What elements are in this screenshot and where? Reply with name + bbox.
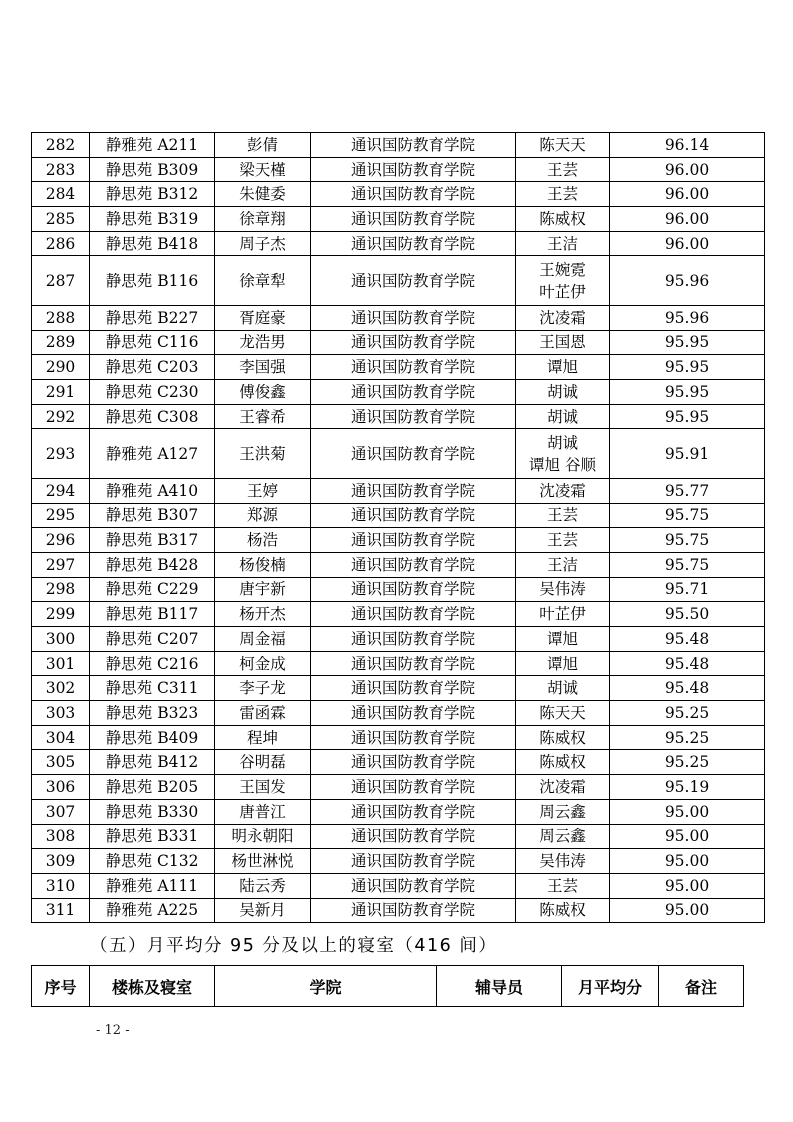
cell-score: 96.00: [610, 182, 765, 207]
cell-seq: 304: [32, 725, 90, 750]
cell-score: 95.91: [610, 429, 765, 479]
cell-score: 95.25: [610, 750, 765, 775]
cell-name: 谷明磊: [215, 750, 311, 775]
table-row: [32, 182, 765, 207]
tutor-name: 王芸: [546, 160, 578, 179]
cell-tutor: [516, 799, 610, 824]
cell-score: 95.96: [610, 256, 765, 306]
tutor-name: 王芸: [546, 531, 578, 550]
cell-name: 王洪菊: [215, 429, 311, 479]
cell-tutor: [516, 182, 610, 207]
table-row: [32, 528, 765, 553]
cell-tutor: [516, 231, 610, 256]
cell-seq: 291: [32, 380, 90, 405]
cell-seq: 290: [32, 355, 90, 380]
cell-tutor: [516, 256, 610, 306]
table-row: [32, 676, 765, 701]
cell-college: 通识国防教育学院: [311, 898, 516, 923]
cell-tutor: [516, 330, 610, 355]
cell-tutor: [516, 305, 610, 330]
cell-name: 徐章翔: [215, 207, 311, 232]
cell-name: 朱健委: [215, 182, 311, 207]
cell-room: 静思苑 B116: [90, 256, 215, 306]
cell-name: 杨浩: [215, 528, 311, 553]
table-row: [32, 429, 765, 479]
table-row: [32, 775, 765, 800]
header-row: [32, 966, 744, 1007]
cell-room: 静思苑 B409: [90, 725, 215, 750]
cell-score: 95.48: [610, 651, 765, 676]
cell-college: 通识国防教育学院: [311, 676, 516, 701]
cell-name: 周金福: [215, 627, 311, 652]
cell-score: 95.95: [610, 404, 765, 429]
cell-room: 静思苑 C132: [90, 849, 215, 874]
cell-room: 静雅苑 A127: [90, 429, 215, 479]
tutor-name: 沈凌霜: [539, 481, 586, 500]
cell-score: 95.95: [610, 380, 765, 405]
cell-name: 程坤: [215, 725, 311, 750]
cell-room: 静雅苑 A111: [90, 873, 215, 898]
cell-college: 通识国防教育学院: [311, 701, 516, 726]
header-avg: 月平均分: [562, 966, 659, 1007]
cell-tutor: [516, 552, 610, 577]
cell-college: 通识国防教育学院: [311, 503, 516, 528]
header-college: 学院: [215, 966, 437, 1007]
cell-room: 静思苑 B117: [90, 602, 215, 627]
tutor-name: 胡诚: [546, 679, 578, 698]
cell-score: 95.95: [610, 330, 765, 355]
cell-room: 静思苑 B227: [90, 305, 215, 330]
cell-tutor: [516, 207, 610, 232]
table-row: [32, 355, 765, 380]
table-row: [32, 404, 765, 429]
tutor-name: 沈凌霜: [539, 777, 586, 796]
page-number: - 12 -: [96, 1023, 130, 1038]
cell-seq: 308: [32, 824, 90, 849]
cell-tutor: [516, 133, 610, 158]
table-row: [32, 577, 765, 602]
table-row: [32, 552, 765, 577]
cell-seq: 311: [32, 898, 90, 923]
cell-score: 95.50: [610, 602, 765, 627]
cell-tutor: [516, 627, 610, 652]
cell-seq: 282: [32, 133, 90, 158]
tutor-name: 吴伟涛: [539, 580, 586, 599]
cell-room: 静思苑 B307: [90, 503, 215, 528]
cell-tutor: [516, 157, 610, 182]
tutor-name: 胡诚: [546, 433, 578, 452]
cell-tutor: [516, 577, 610, 602]
cell-tutor: [516, 380, 610, 405]
cell-score: 96.00: [610, 207, 765, 232]
table-row: [32, 478, 765, 503]
cell-name: 彭倩: [215, 133, 311, 158]
cell-score: 95.00: [610, 873, 765, 898]
tutor-name: 王芸: [546, 506, 578, 525]
cell-seq: 298: [32, 577, 90, 602]
cell-name: 吴新月: [215, 898, 311, 923]
cell-tutor: [516, 503, 610, 528]
cell-college: 通识国防教育学院: [311, 552, 516, 577]
cell-score: 95.00: [610, 799, 765, 824]
cell-score: 96.14: [610, 133, 765, 158]
cell-room: 静思苑 C230: [90, 380, 215, 405]
tutor-name: 王芸: [546, 876, 578, 895]
cell-name: 唐普江: [215, 799, 311, 824]
tutor-name: 陈天天: [539, 703, 586, 722]
cell-score: 95.75: [610, 503, 765, 528]
cell-name: 王国发: [215, 775, 311, 800]
cell-name: 傅俊鑫: [215, 380, 311, 405]
header-note: 备注: [659, 966, 744, 1007]
cell-name: 李国强: [215, 355, 311, 380]
tutor-name: 谭旭: [546, 629, 578, 648]
cell-tutor: [516, 676, 610, 701]
tutor-name: 王洁: [546, 234, 578, 253]
cell-score: 95.96: [610, 305, 765, 330]
cell-room: 静思苑 C311: [90, 676, 215, 701]
cell-college: 通识国防教育学院: [311, 849, 516, 874]
tutor-name: 陈天天: [539, 135, 586, 154]
cell-college: 通识国防教育学院: [311, 404, 516, 429]
table-row: [32, 799, 765, 824]
cell-tutor: [516, 750, 610, 775]
table-row: [32, 750, 765, 775]
header-tutor: 辅导员: [437, 966, 562, 1007]
table-row: [32, 207, 765, 232]
table-row: [32, 256, 765, 306]
table-row: [32, 305, 765, 330]
section-title: （五）月平均分 95 分及以上的寝室（416 间）: [90, 936, 498, 956]
tutor-name: 胡诚: [546, 407, 578, 426]
cell-tutor: [516, 528, 610, 553]
cell-room: 静思苑 C207: [90, 627, 215, 652]
dorm-ranking-body: [32, 133, 765, 923]
table-row: [32, 627, 765, 652]
cell-seq: 306: [32, 775, 90, 800]
cell-name: 雷函霖: [215, 701, 311, 726]
table-row: [32, 231, 765, 256]
cell-college: 通识国防教育学院: [311, 256, 516, 306]
tutor-name: 周云鑫: [539, 827, 586, 846]
cell-score: 95.95: [610, 355, 765, 380]
cell-room: 静思苑 C229: [90, 577, 215, 602]
cell-seq: 296: [32, 528, 90, 553]
table-row: [32, 824, 765, 849]
cell-tutor: [516, 701, 610, 726]
cell-seq: 283: [32, 157, 90, 182]
cell-room: 静思苑 B309: [90, 157, 215, 182]
cell-seq: 302: [32, 676, 90, 701]
table-row: [32, 503, 765, 528]
header-seq: 序号: [32, 966, 90, 1007]
cell-tutor: [516, 429, 610, 479]
cell-tutor: [516, 725, 610, 750]
cell-seq: 285: [32, 207, 90, 232]
cell-room: 静思苑 B330: [90, 799, 215, 824]
cell-name: 陆云秀: [215, 873, 311, 898]
cell-score: 95.48: [610, 627, 765, 652]
cell-seq: 288: [32, 305, 90, 330]
cell-name: 龙浩男: [215, 330, 311, 355]
cell-college: 通识国防教育学院: [311, 651, 516, 676]
cell-score: 95.75: [610, 552, 765, 577]
cell-name: 梁天槿: [215, 157, 311, 182]
cell-college: 通识国防教育学院: [311, 380, 516, 405]
cell-name: 杨世淋悦: [215, 849, 311, 874]
cell-seq: 310: [32, 873, 90, 898]
cell-score: 95.71: [610, 577, 765, 602]
cell-college: 通识国防教育学院: [311, 133, 516, 158]
next-table-header: [31, 965, 744, 1007]
cell-seq: 309: [32, 849, 90, 874]
cell-college: 通识国防教育学院: [311, 528, 516, 553]
cell-score: 95.77: [610, 478, 765, 503]
cell-room: 静思苑 B317: [90, 528, 215, 553]
table-row: [32, 133, 765, 158]
cell-seq: 300: [32, 627, 90, 652]
tutor-name: 胡诚: [546, 382, 578, 401]
cell-tutor: [516, 602, 610, 627]
tutor-name: 周云鑫: [539, 802, 586, 821]
table-row: [32, 849, 765, 874]
cell-name: 王睿希: [215, 404, 311, 429]
cell-seq: 295: [32, 503, 90, 528]
cell-college: 通识国防教育学院: [311, 775, 516, 800]
cell-name: 郑源: [215, 503, 311, 528]
cell-college: 通识国防教育学院: [311, 602, 516, 627]
cell-name: 胥庭豪: [215, 305, 311, 330]
cell-score: 95.19: [610, 775, 765, 800]
cell-college: 通识国防教育学院: [311, 627, 516, 652]
tutor-name: 王洁: [546, 555, 578, 574]
table-row: [32, 873, 765, 898]
tutor-name: 叶芷伊: [539, 282, 586, 301]
cell-name: 周子杰: [215, 231, 311, 256]
cell-name: 王婷: [215, 478, 311, 503]
cell-seq: 286: [32, 231, 90, 256]
tutor-name: 陈威权: [539, 901, 586, 920]
table-row: [32, 725, 765, 750]
cell-name: 杨开杰: [215, 602, 311, 627]
cell-college: 通识国防教育学院: [311, 231, 516, 256]
cell-tutor: [516, 775, 610, 800]
cell-room: 静思苑 B428: [90, 552, 215, 577]
cell-seq: 293: [32, 429, 90, 479]
cell-seq: 307: [32, 799, 90, 824]
cell-room: 静雅苑 A410: [90, 478, 215, 503]
cell-score: 95.25: [610, 701, 765, 726]
cell-room: 静思苑 B418: [90, 231, 215, 256]
table-row: [32, 157, 765, 182]
tutor-name: 陈威权: [539, 753, 586, 772]
cell-tutor: [516, 651, 610, 676]
cell-room: 静雅苑 A225: [90, 898, 215, 923]
cell-score: 96.00: [610, 231, 765, 256]
cell-name: 柯金成: [215, 651, 311, 676]
cell-room: 静思苑 C308: [90, 404, 215, 429]
cell-tutor: [516, 824, 610, 849]
tutor-name: 陈威权: [539, 728, 586, 747]
tutor-name: 王国恩: [539, 333, 586, 352]
table-row: [32, 380, 765, 405]
cell-name: 李子龙: [215, 676, 311, 701]
cell-score: 96.00: [610, 157, 765, 182]
header-room: 楼栋及寝室: [90, 966, 215, 1007]
cell-college: 通识国防教育学院: [311, 330, 516, 355]
cell-tutor: [516, 849, 610, 874]
cell-college: 通识国防教育学院: [311, 750, 516, 775]
cell-seq: 284: [32, 182, 90, 207]
cell-college: 通识国防教育学院: [311, 725, 516, 750]
cell-seq: 292: [32, 404, 90, 429]
tutor-name: 谭旭: [546, 654, 578, 673]
tutor-name: 沈凌霜: [539, 308, 586, 327]
tutor-name: 谭旭: [546, 358, 578, 377]
cell-seq: 303: [32, 701, 90, 726]
cell-score: 95.48: [610, 676, 765, 701]
cell-seq: 299: [32, 602, 90, 627]
cell-tutor: [516, 355, 610, 380]
cell-college: 通识国防教育学院: [311, 478, 516, 503]
cell-seq: 287: [32, 256, 90, 306]
cell-room: 静思苑 B205: [90, 775, 215, 800]
cell-seq: 301: [32, 651, 90, 676]
cell-score: 95.00: [610, 824, 765, 849]
tutor-name: 王芸: [546, 185, 578, 204]
cell-college: 通识国防教育学院: [311, 824, 516, 849]
cell-room: 静思苑 C216: [90, 651, 215, 676]
cell-tutor: [516, 873, 610, 898]
cell-room: 静思苑 B331: [90, 824, 215, 849]
tutor-name: 叶芷伊: [539, 605, 586, 624]
table-row: [32, 701, 765, 726]
cell-college: 通识国防教育学院: [311, 305, 516, 330]
cell-room: 静思苑 B312: [90, 182, 215, 207]
cell-seq: 305: [32, 750, 90, 775]
cell-college: 通识国防教育学院: [311, 577, 516, 602]
cell-room: 静雅苑 A211: [90, 133, 215, 158]
cell-room: 静思苑 B319: [90, 207, 215, 232]
cell-room: 静思苑 B323: [90, 701, 215, 726]
cell-seq: 289: [32, 330, 90, 355]
cell-college: 通识国防教育学院: [311, 355, 516, 380]
tutor-name: 吴伟涛: [539, 852, 586, 871]
cell-score: 95.25: [610, 725, 765, 750]
tutor-name: 谭旭 谷顺: [529, 455, 596, 474]
cell-tutor: [516, 898, 610, 923]
cell-college: 通识国防教育学院: [311, 207, 516, 232]
cell-name: 唐宇新: [215, 577, 311, 602]
tutor-name: 陈威权: [539, 209, 586, 228]
table-row: [32, 602, 765, 627]
cell-name: 明永朝阳: [215, 824, 311, 849]
tutor-name: 王婉霓: [539, 260, 586, 279]
cell-college: 通识国防教育学院: [311, 429, 516, 479]
cell-seq: 294: [32, 478, 90, 503]
table-row: [32, 330, 765, 355]
cell-college: 通识国防教育学院: [311, 182, 516, 207]
table-row: [32, 651, 765, 676]
dorm-ranking-table: [31, 132, 765, 923]
cell-room: 静思苑 C203: [90, 355, 215, 380]
cell-tutor: [516, 404, 610, 429]
cell-college: 通识国防教育学院: [311, 157, 516, 182]
cell-score: 95.00: [610, 849, 765, 874]
cell-tutor: [516, 478, 610, 503]
cell-college: 通识国防教育学院: [311, 873, 516, 898]
cell-name: 杨俊楠: [215, 552, 311, 577]
cell-college: 通识国防教育学院: [311, 799, 516, 824]
cell-score: 95.75: [610, 528, 765, 553]
cell-room: 静思苑 B412: [90, 750, 215, 775]
cell-seq: 297: [32, 552, 90, 577]
cell-room: 静思苑 C116: [90, 330, 215, 355]
cell-name: 徐章犁: [215, 256, 311, 306]
table-row: [32, 898, 765, 923]
cell-score: 95.00: [610, 898, 765, 923]
